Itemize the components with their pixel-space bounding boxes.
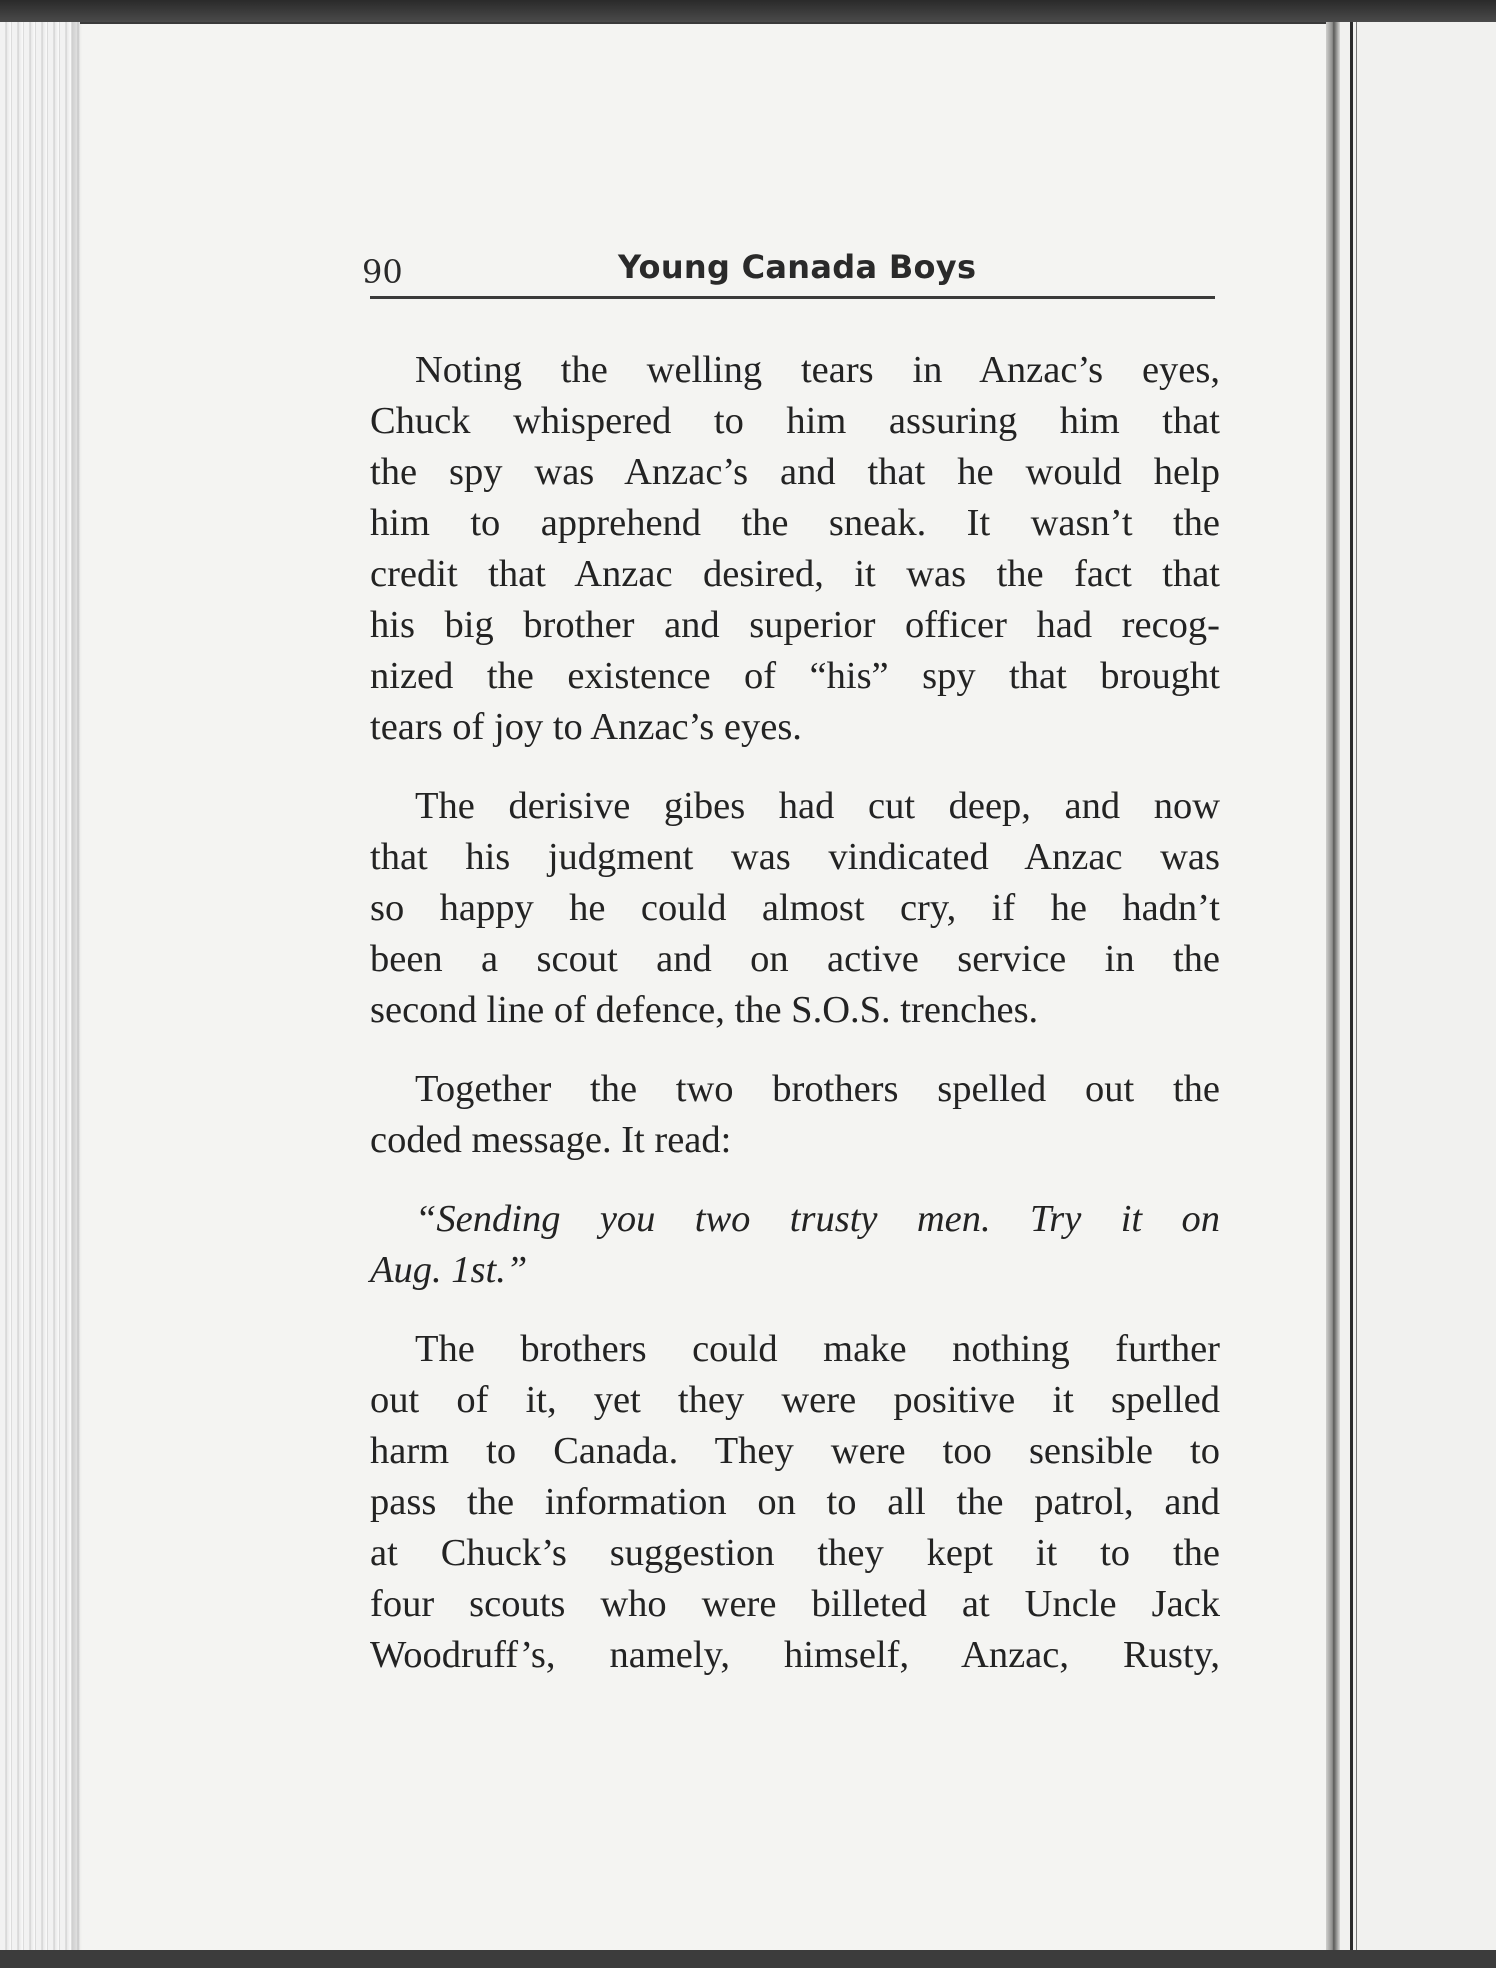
- text-line: so happy he could almost cry, if he hadn’t: [370, 887, 1220, 929]
- page-number: 90: [362, 253, 403, 291]
- text-line: Together the two brothers spelled out the: [415, 1068, 1220, 1110]
- paragraph-3: [370, 1064, 1220, 1166]
- paragraph-4: [370, 1324, 1220, 1681]
- text-line: four scouts who were billeted at Uncle Jack: [370, 1583, 1220, 1625]
- text-line: second line of defence, the S.O.S. trenches.: [370, 989, 1039, 1031]
- coded-message-quote: [370, 1194, 1220, 1296]
- text-line: credit that Anzac desired, it was the fact that: [370, 553, 1220, 595]
- body-text: [370, 345, 1220, 1709]
- text-line: “Sending you two trusty men. Try it on: [415, 1198, 1220, 1240]
- text-line: the spy was Anzac’s and that he would help: [370, 451, 1220, 493]
- running-title: Young Canada Boys: [618, 248, 977, 286]
- facing-page-edge-line: [1356, 22, 1357, 1952]
- text-line: nized the existence of “his” spy that brought: [370, 655, 1220, 697]
- text-line: him to apprehend the sneak. It wasn’t the: [370, 502, 1220, 544]
- paragraph-2: [370, 781, 1220, 1036]
- text-line: that his judgment was vindicated Anzac was: [370, 836, 1220, 878]
- text-line: The brothers could make nothing further: [415, 1328, 1220, 1370]
- scan-border-bottom: [0, 1950, 1496, 1968]
- header-rule: [370, 296, 1215, 299]
- book-page-edges: [0, 22, 80, 1952]
- text-line: The derisive gibes had cut deep, and now: [415, 785, 1220, 827]
- text-line: at Chuck’s suggestion they kept it to the: [370, 1532, 1220, 1574]
- text-line: Noting the welling tears in Anzac’s eyes,: [415, 349, 1220, 391]
- text-line: Aug. 1st.”: [370, 1249, 528, 1291]
- text-line: harm to Canada. They were too sensible to: [370, 1430, 1220, 1472]
- text-line: pass the information on to all the patrol, and: [370, 1481, 1220, 1523]
- text-line: Woodruff’s, namely, himself, Anzac, Rusty,: [370, 1634, 1220, 1676]
- page-edge-shadow: [72, 22, 82, 1952]
- text-line: his big brother and superior officer had recog-: [370, 604, 1220, 646]
- book-gutter: [1326, 22, 1340, 1952]
- scan-border-top: [0, 0, 1496, 22]
- facing-page-edge: [1350, 22, 1353, 1952]
- facing-page-sliver: [1328, 22, 1496, 1952]
- paragraph-1: [370, 345, 1220, 753]
- text-line: Chuck whispered to him assuring him that: [370, 400, 1220, 442]
- text-line: out of it, yet they were positive it spelled: [370, 1379, 1220, 1421]
- text-line: been a scout and on active service in the: [370, 938, 1220, 980]
- text-line: tears of joy to Anzac’s eyes.: [370, 706, 802, 748]
- text-line: coded message. It read:: [370, 1119, 732, 1161]
